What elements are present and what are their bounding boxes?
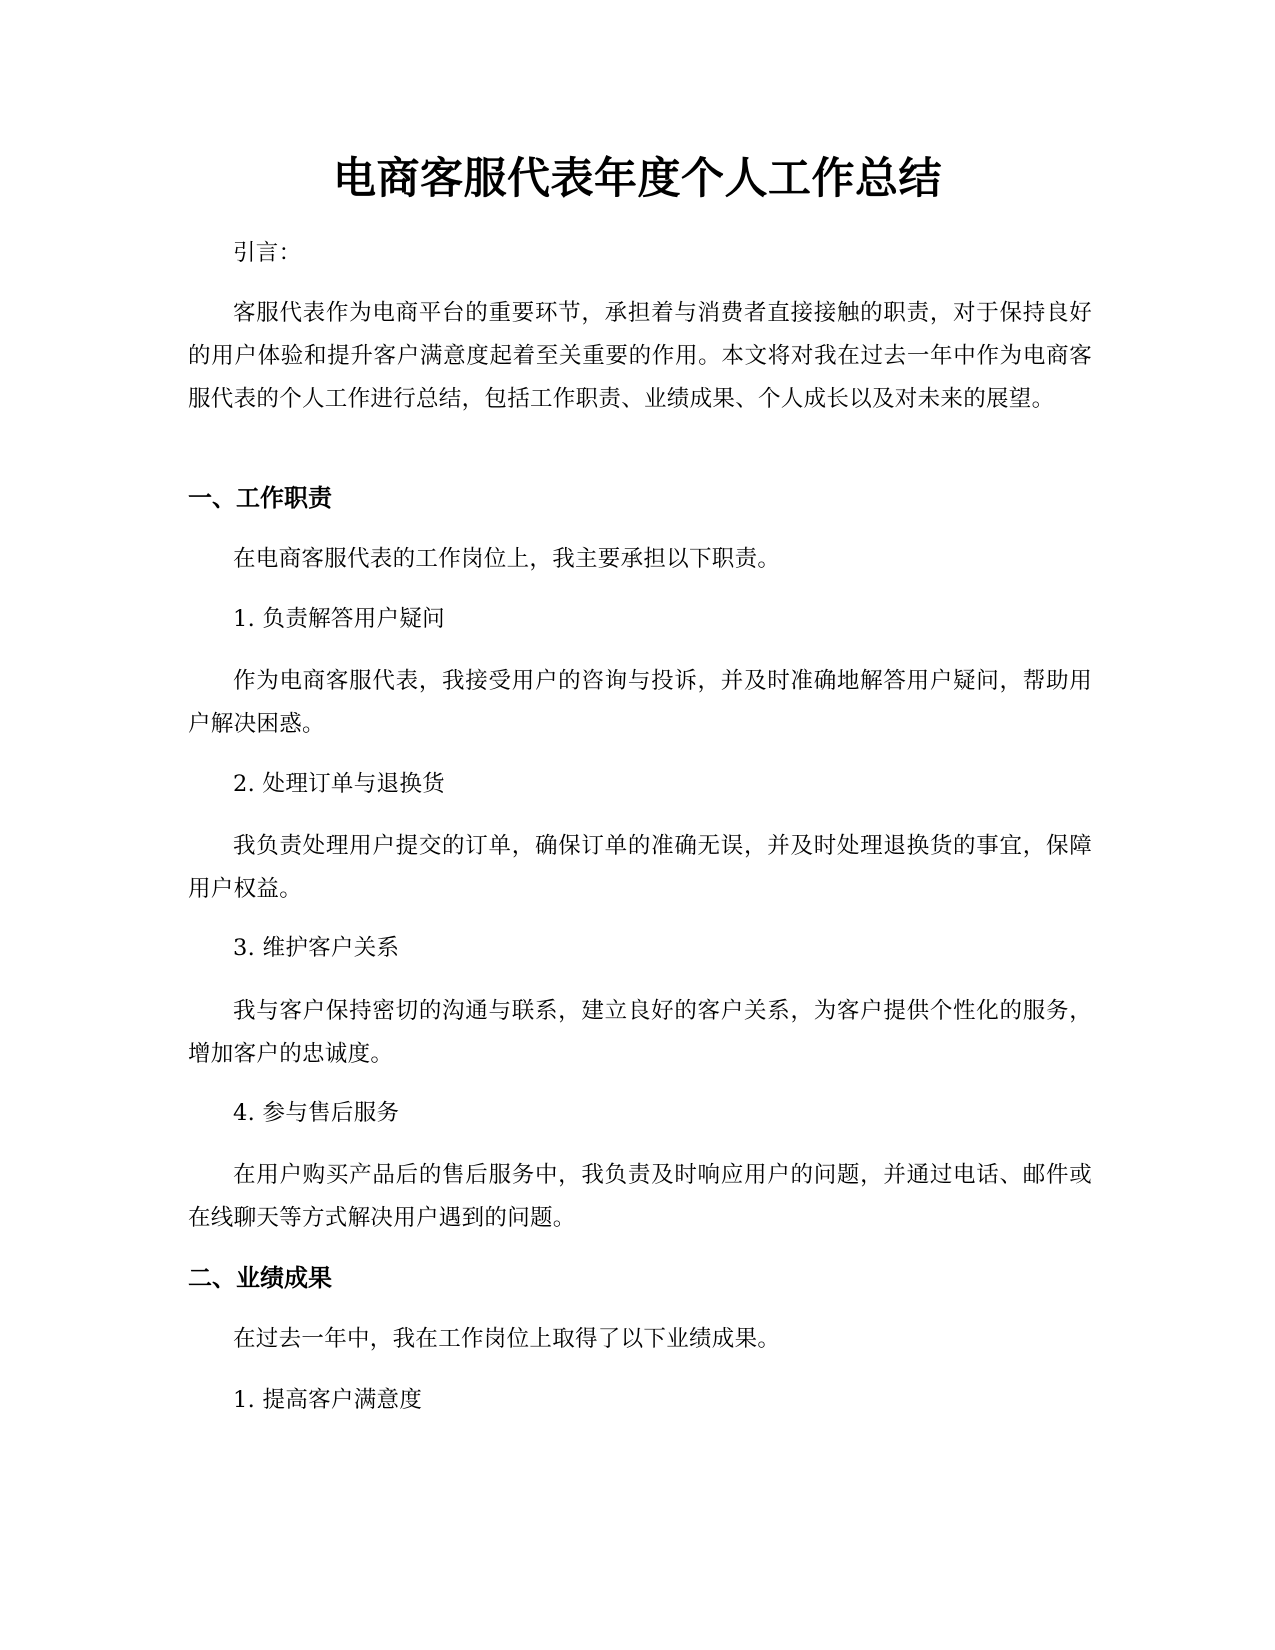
item-body-orders-returns: 我负责处理用户提交的订单，确保订单的准确无误，并及时处理退换货的事宜，保障用户权益。 [188,833,1092,902]
item-title-after-sales: 4. 参与售后服务 [233,1100,400,1126]
item-body-after-sales: 在用户购买产品后的售后服务中，我负责及时响应用户的问题，并通过电话、邮件或在线聊天等方式解决用户遇到的问题。 [188,1162,1092,1231]
intro-label: 引言： [233,240,302,266]
section-lead-achievements: 在过去一年中，我在工作岗位上取得了以下业绩成果。 [233,1326,781,1352]
item-body-customer-relations: 我与客户保持密切的沟通与联系，建立良好的客户关系，为客户提供个性化的服务，增加客户的忠诚度。 [188,998,1092,1067]
intro-paragraph: 客服代表作为电商平台的重要环节，承担着与消费者直接接触的职责，对于保持良好的用户体验和提升客户满意度起着至关重要的作用。本文将对我在过去一年中作为电商客服代表的个人工作进行总结，包括工作职责、业绩成果、个人成长以及对未来的展望。 [188,300,1092,412]
document-title: 电商客服代表年度个人工作总结 [333,154,942,204]
item-title-orders-returns: 2. 处理订单与退换货 [233,771,445,797]
item-title-satisfaction: 1. 提高客户满意度 [233,1387,423,1413]
item-body-answer-questions: 作为电商客服代表，我接受用户的咨询与投诉，并及时准确地解答用户疑问，帮助用户解决困惑。 [188,668,1092,737]
section-heading-achievements: 二、业绩成果 [188,1264,332,1292]
section-heading-responsibilities: 一、工作职责 [188,484,332,512]
item-title-customer-relations: 3. 维护客户关系 [233,935,400,961]
section-lead-responsibilities: 在电商客服代表的工作岗位上，我主要承担以下职责。 [233,546,781,572]
item-title-answer-questions: 1. 负责解答用户疑问 [233,606,445,632]
